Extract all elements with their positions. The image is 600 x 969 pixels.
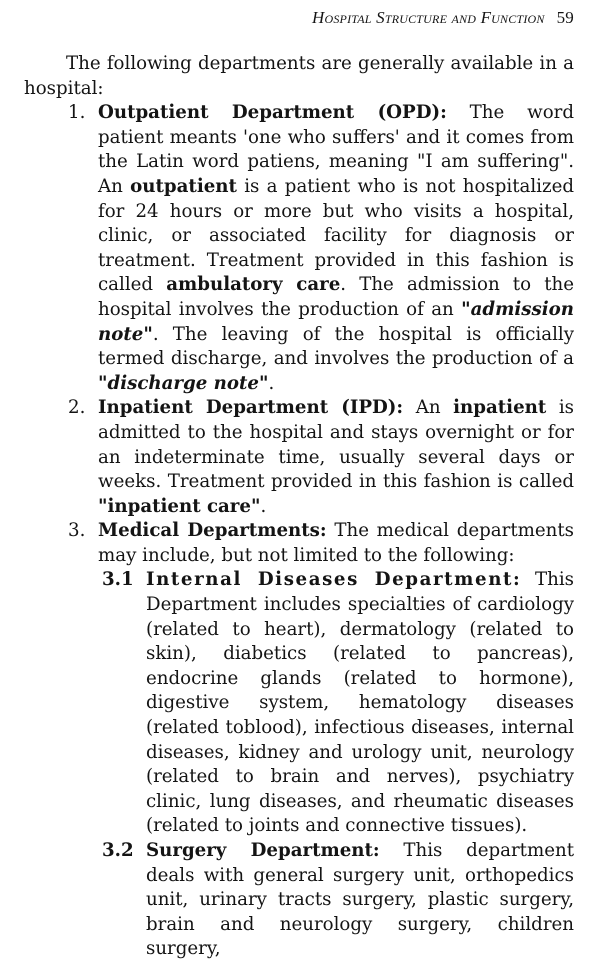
item-text [98,396,574,519]
text-run: is admitted to the hospital and stays overnight or for an indeterminate time, usually several days or weeks. Treatment provided in this fashion is called [98,397,575,493]
bold-term: inpatient [453,397,547,419]
subitem-text [146,568,574,839]
item-text [98,101,574,396]
page-body [24,52,574,962]
sublist-item-surgery [24,839,574,962]
item-text [98,519,574,568]
text-run: . [260,495,267,517]
list-item-outpatient [24,101,574,396]
subitem-text [146,839,574,962]
subitem-heading: Internal Diseases Department: [146,569,522,591]
item-heading: Medical Departments: [98,520,327,542]
bold-term: ambulatory care [166,274,341,296]
subitem-number: 3.1 [102,569,134,591]
text-run: . The admission to the hospital involves the production of an [98,274,574,320]
text-run: This Department includes specialties of cardiology (related to heart), dermatology (related to skin), diabetics (related to pancreas), endocrine glands (related to hormone), digestive system, hematology diseases (related toblood), infectious diseases, internal diseases, kidney and urology unit, neurology (related to brain and nerves), psychiatry clinic, lung diseases, and rheumatic diseases (related to joints and connective tissues). [146,569,575,837]
item-heading: Outpatient Department (OPD): [98,102,447,124]
item-number: 2. [68,397,86,419]
subitem-number: 3.2 [102,840,134,861]
department-list [24,101,574,962]
item-number: 3. [68,520,86,542]
text-run: The word patient meants 'one who suffers' and it comes from the Latin word patiens, meaning "I am suffering". An [98,102,574,197]
running-title: Hospital Structure and Function [312,8,545,27]
item-number: 1. [68,102,86,124]
intro-paragraph: The following departments are generally available in a hospital: [24,53,574,99]
running-head [312,8,574,28]
bold-term: "inpatient care" [98,495,261,517]
bold-term: outpatient [130,175,237,197]
sublist-item-internal-diseases [24,568,574,839]
subitem-heading: Surgery Department: [146,840,380,861]
text-run: This department deals with general surgery unit, orthopedics unit, urinary tracts surgery, plastic surgery, brain and neurology surgery, children surgery, [146,840,574,960]
text-run: . The leaving of the hospital is officially termed discharge, and involves the production of a [98,323,574,370]
list-item-medical [24,519,574,962]
item-heading: Inpatient Department (IPD): [98,397,404,419]
bold-italic-term: "discharge note" [98,372,269,394]
text-run: is a patient who is not hospitalized for 24 hours or more but who visits a hospital, clinic, or associated facility for diagnosis or treatment. Treatment provided in this fashion is called [98,175,574,296]
text-run: . [268,372,275,394]
page-number: 59 [556,8,574,27]
list-item-inpatient [24,396,574,519]
text-run: The medical departments may include, but not limited to the following: [98,520,574,566]
bold-italic-term: "admission note" [98,298,574,345]
text-run: An [403,397,454,419]
